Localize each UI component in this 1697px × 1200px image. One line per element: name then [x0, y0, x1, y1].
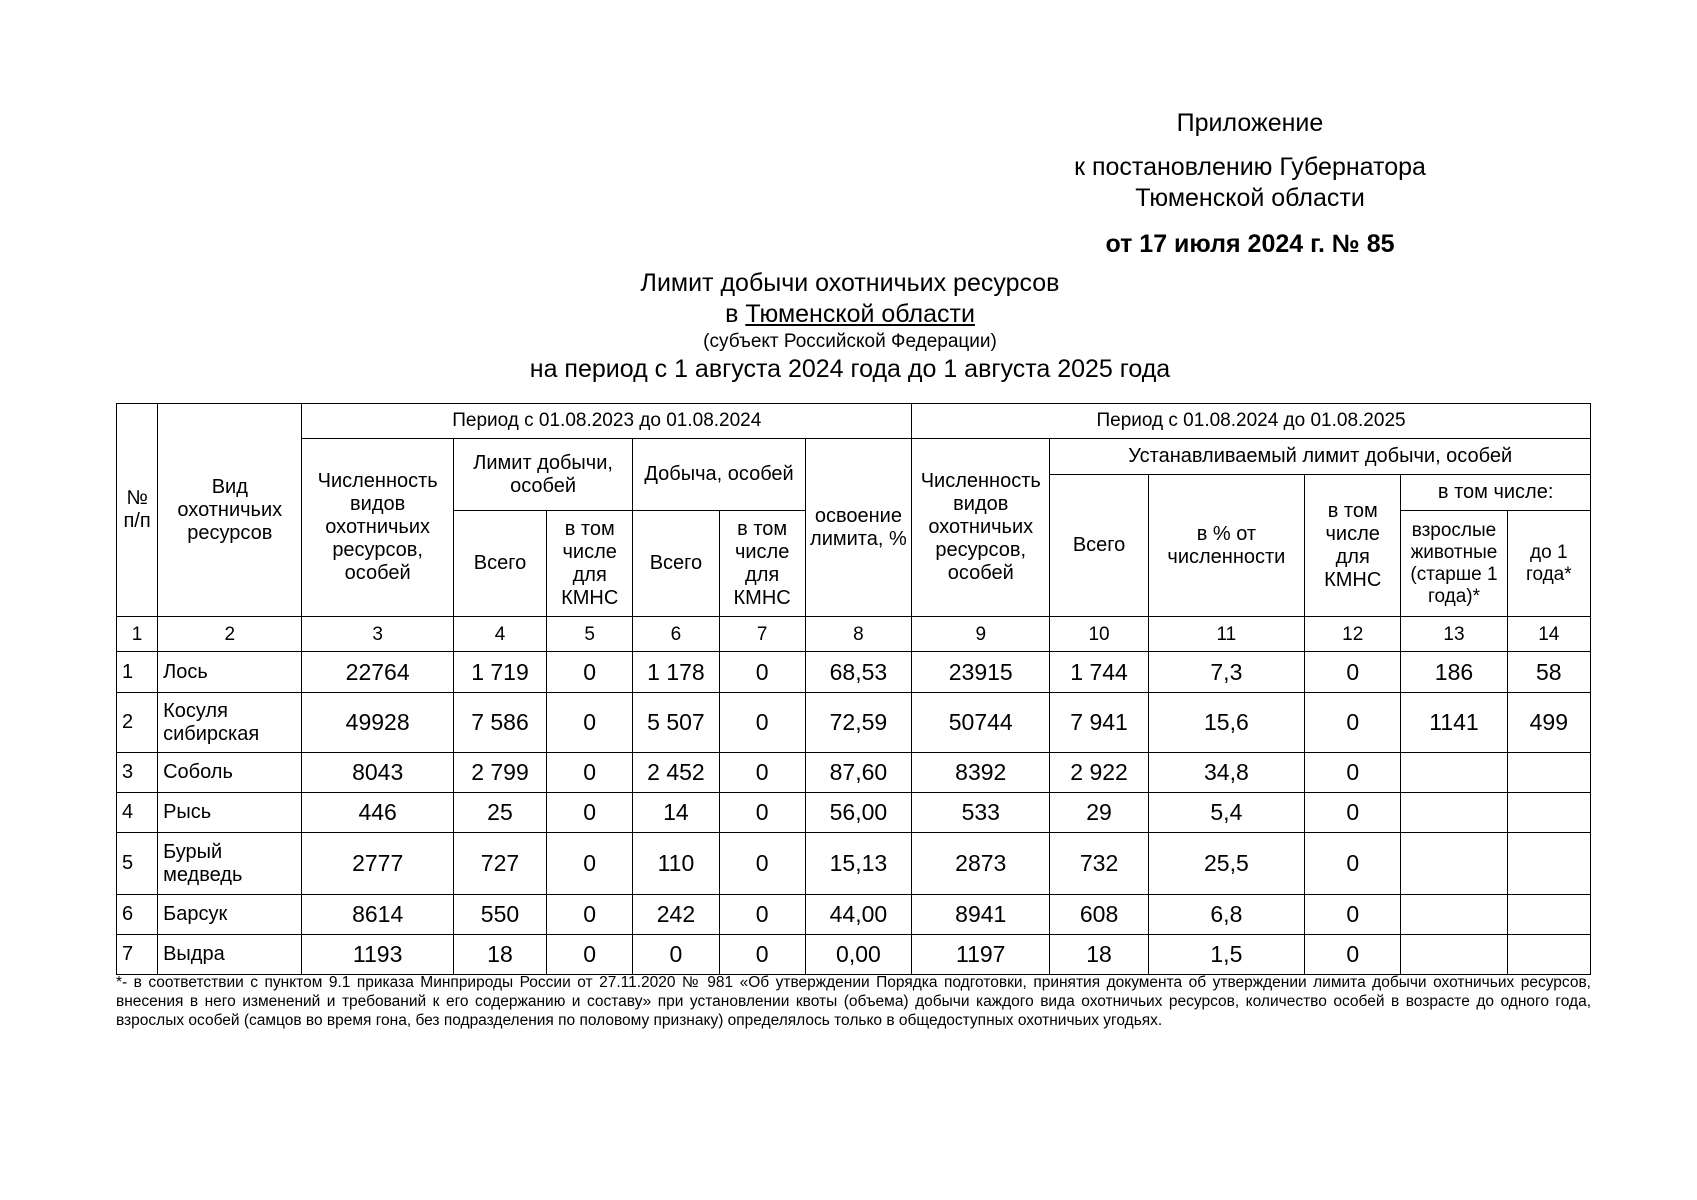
- header-num: № п/п: [117, 404, 158, 617]
- limit-2023-total: 2 799: [453, 753, 546, 793]
- limit-usage-pct: 68,53: [805, 652, 911, 693]
- limit-2023-total: 550: [453, 895, 546, 935]
- limit-2024-pct: 6,8: [1148, 895, 1304, 935]
- limit-2024-pct: 1,5: [1148, 935, 1304, 975]
- limit-2023-total: 727: [453, 833, 546, 895]
- limit-usage-pct: 72,59: [805, 693, 911, 753]
- harvest-total: 14: [633, 793, 719, 833]
- header-row-2: [117, 439, 1591, 475]
- limit-2023-kmns: 0: [547, 652, 633, 693]
- col-number: 2: [158, 617, 302, 652]
- header-adults: взрослые животные (старше 1 года)*: [1401, 511, 1507, 617]
- limit-2024-kmns: 0: [1305, 652, 1401, 693]
- species-name: Барсук: [158, 895, 302, 935]
- limit-2024-adults: [1401, 833, 1507, 895]
- population-2024: 533: [912, 793, 1050, 833]
- title-region: Тюменской области: [745, 300, 975, 328]
- limit-2024-pct: 7,3: [1148, 652, 1304, 693]
- header-period-2: Период с 01.08.2024 до 01.08.2025: [912, 404, 1591, 439]
- header-population-1: Численность видов охотничьих ресурсов, особей: [302, 439, 453, 617]
- population-2024: 8941: [912, 895, 1050, 935]
- limit-2024-kmns: 0: [1305, 895, 1401, 935]
- col-number: 8: [805, 617, 911, 652]
- appendix-date-number: от 17 июля 2024 г. № 85: [1105, 230, 1395, 258]
- limit-2024-kmns: 0: [1305, 693, 1401, 753]
- harvest-kmns: 0: [719, 652, 805, 693]
- harvest-total: 1 178: [633, 652, 719, 693]
- title-line-1: Лимит добычи охотничьих ресурсов: [640, 269, 1060, 297]
- header-period-1: Период с 01.08.2023 до 01.08.2024: [302, 404, 912, 439]
- limit-2024-young: [1507, 833, 1590, 895]
- limit-2024-young: 499: [1507, 693, 1590, 753]
- limit-usage-pct: 44,00: [805, 895, 911, 935]
- limit-2024-young: 58: [1507, 652, 1590, 693]
- limit-2024-young: [1507, 753, 1590, 793]
- limit-2024-pct: 15,6: [1148, 693, 1304, 753]
- species-name: Соболь: [158, 753, 302, 793]
- harvest-kmns: 0: [719, 753, 805, 793]
- limit-2023-kmns: 0: [547, 753, 633, 793]
- harvest-total: 110: [633, 833, 719, 895]
- col-number: 14: [1507, 617, 1590, 652]
- harvest-kmns: 0: [719, 895, 805, 935]
- limit-usage-pct: 56,00: [805, 793, 911, 833]
- limit-2024-adults: [1401, 935, 1507, 975]
- table-row: [117, 693, 1591, 753]
- row-index: 7: [117, 935, 158, 975]
- title-period: на период с 1 августа 2024 года до 1 августа 2025 года: [529, 355, 1171, 383]
- harvest-kmns: 0: [719, 793, 805, 833]
- col-number: 11: [1148, 617, 1304, 652]
- harvest-total: 242: [633, 895, 719, 935]
- harvest-total: 5 507: [633, 693, 719, 753]
- harvest-kmns: 0: [719, 833, 805, 895]
- table-row: [117, 935, 1591, 975]
- population-2023: 49928: [302, 693, 453, 753]
- header-population-2: Численность видов охотничьих ресурсов, особей: [912, 439, 1050, 617]
- title-subject-note: (субъект Российской Федерации): [703, 331, 997, 352]
- species-name: Бурый медведь: [158, 833, 302, 895]
- limit-2024-total: 608: [1050, 895, 1148, 935]
- col-number: 1: [117, 617, 158, 652]
- col-number: 5: [547, 617, 633, 652]
- table-row: [117, 652, 1591, 693]
- limit-2024-adults: [1401, 753, 1507, 793]
- footnote: *- в соответствии с пунктом 9.1 приказа Минприроды России от 27.11.2020 № 981 «Об утверждении Порядка подготовки, принятия документа об утверждении лимита добычи охотничьих ресурсов, внесения в него изменений и требований к его содержанию и составу» при установлении квоты (объема) добычи каждого вида охотничьих ресурсов, количество особей в возрасте до одного года, взрослых особей (самцов во время гона, без подразделения по половому признаку) определялось только в общедоступных охотничьих угодьях.: [116, 974, 1591, 1029]
- population-2023: 2777: [302, 833, 453, 895]
- population-2023: 22764: [302, 652, 453, 693]
- limit-2023-total: 7 586: [453, 693, 546, 753]
- col-number: 13: [1401, 617, 1507, 652]
- limit-2023-total: 25: [453, 793, 546, 833]
- population-2024: 8392: [912, 753, 1050, 793]
- species-name: Рысь: [158, 793, 302, 833]
- row-index: 2: [117, 693, 158, 753]
- header-kmns-limit-1: в том числе для КМНС: [547, 511, 633, 617]
- limit-2024-young: [1507, 935, 1590, 975]
- limit-2024-total: 29: [1050, 793, 1148, 833]
- limit-2024-young: [1507, 793, 1590, 833]
- limit-2024-pct: 25,5: [1148, 833, 1304, 895]
- species-name: Косуля сибирская: [158, 693, 302, 753]
- limit-2023-total: 18: [453, 935, 546, 975]
- population-2023: 1193: [302, 935, 453, 975]
- header-young: до 1 года*: [1507, 511, 1590, 617]
- appendix-header: [1000, 108, 1500, 260]
- limit-2023-kmns: 0: [547, 833, 633, 895]
- col-number: 12: [1305, 617, 1401, 652]
- appendix-region: Тюменской области: [1135, 184, 1365, 212]
- limit-2023-kmns: 0: [547, 793, 633, 833]
- header-harvest: Добыча, особей: [633, 439, 805, 511]
- row-index: 4: [117, 793, 158, 833]
- header-total-harvest: Всего: [633, 511, 719, 617]
- row-index: 5: [117, 833, 158, 895]
- population-2024: 2873: [912, 833, 1050, 895]
- harvest-kmns: 0: [719, 693, 805, 753]
- appendix-title: Приложение: [1176, 109, 1324, 137]
- header-total-2: Всего: [1050, 475, 1148, 617]
- limit-2024-pct: 34,8: [1148, 753, 1304, 793]
- harvest-kmns: 0: [719, 935, 805, 975]
- title-region-prefix: в: [725, 300, 739, 328]
- header-usage: освоение лимита, %: [805, 439, 911, 617]
- header-species: Вид охотничьих ресурсов: [158, 404, 302, 617]
- appendix-decree: к постановлению Губернатора: [1074, 153, 1426, 181]
- row-index: 6: [117, 895, 158, 935]
- row-index: 1: [117, 652, 158, 693]
- col-number: 3: [302, 617, 453, 652]
- col-number: 7: [719, 617, 805, 652]
- harvest-total: 0: [633, 935, 719, 975]
- col-number: 4: [453, 617, 546, 652]
- limit-2024-total: 2 922: [1050, 753, 1148, 793]
- header-total-limit-1: Всего: [453, 511, 546, 617]
- limit-2023-total: 1 719: [453, 652, 546, 693]
- table-row: [117, 793, 1591, 833]
- limit-2024-adults: [1401, 793, 1507, 833]
- limit-2024-young: [1507, 895, 1590, 935]
- header-pct: в % от численности: [1148, 475, 1304, 617]
- limit-2023-kmns: 0: [547, 693, 633, 753]
- limit-2024-adults: 186: [1401, 652, 1507, 693]
- row-index: 3: [117, 753, 158, 793]
- header-row-1: [117, 404, 1591, 439]
- harvest-total: 2 452: [633, 753, 719, 793]
- limit-2024-kmns: 0: [1305, 935, 1401, 975]
- limit-2024-kmns: 0: [1305, 833, 1401, 895]
- population-2023: 8614: [302, 895, 453, 935]
- population-2023: 8043: [302, 753, 453, 793]
- limit-2024-total: 18: [1050, 935, 1148, 975]
- species-name: Выдра: [158, 935, 302, 975]
- document-title: [320, 268, 1380, 385]
- limit-usage-pct: 0,00: [805, 935, 911, 975]
- limit-2023-kmns: 0: [547, 935, 633, 975]
- header-kmns-harvest: в том числе для КМНС: [719, 511, 805, 617]
- limit-2023-kmns: 0: [547, 895, 633, 935]
- header-limit-2: Устанавливаемый лимит добычи, особей: [1050, 439, 1591, 475]
- limits-table: [116, 403, 1591, 975]
- col-number: 10: [1050, 617, 1148, 652]
- limit-2024-total: 7 941: [1050, 693, 1148, 753]
- header-limit-1: Лимит добычи, особей: [453, 439, 632, 511]
- limit-2024-total: 732: [1050, 833, 1148, 895]
- col-number: 6: [633, 617, 719, 652]
- table-row: [117, 833, 1591, 895]
- population-2024: 50744: [912, 693, 1050, 753]
- limit-2024-kmns: 0: [1305, 793, 1401, 833]
- header-kmns-2: в том числе для КМНС: [1305, 475, 1401, 617]
- col-number: 9: [912, 617, 1050, 652]
- header-including: в том числе:: [1401, 475, 1591, 511]
- population-2024: 1197: [912, 935, 1050, 975]
- limit-2024-pct: 5,4: [1148, 793, 1304, 833]
- species-name: Лось: [158, 652, 302, 693]
- limit-usage-pct: 15,13: [805, 833, 911, 895]
- limit-2024-adults: [1401, 895, 1507, 935]
- population-2024: 23915: [912, 652, 1050, 693]
- title-line-2: [320, 299, 1380, 330]
- limit-2024-adults: 1141: [1401, 693, 1507, 753]
- limit-2024-total: 1 744: [1050, 652, 1148, 693]
- column-number-row: [117, 617, 1591, 652]
- limit-usage-pct: 87,60: [805, 753, 911, 793]
- table-row: [117, 895, 1591, 935]
- population-2023: 446: [302, 793, 453, 833]
- limit-2024-kmns: 0: [1305, 753, 1401, 793]
- table-row: [117, 753, 1591, 793]
